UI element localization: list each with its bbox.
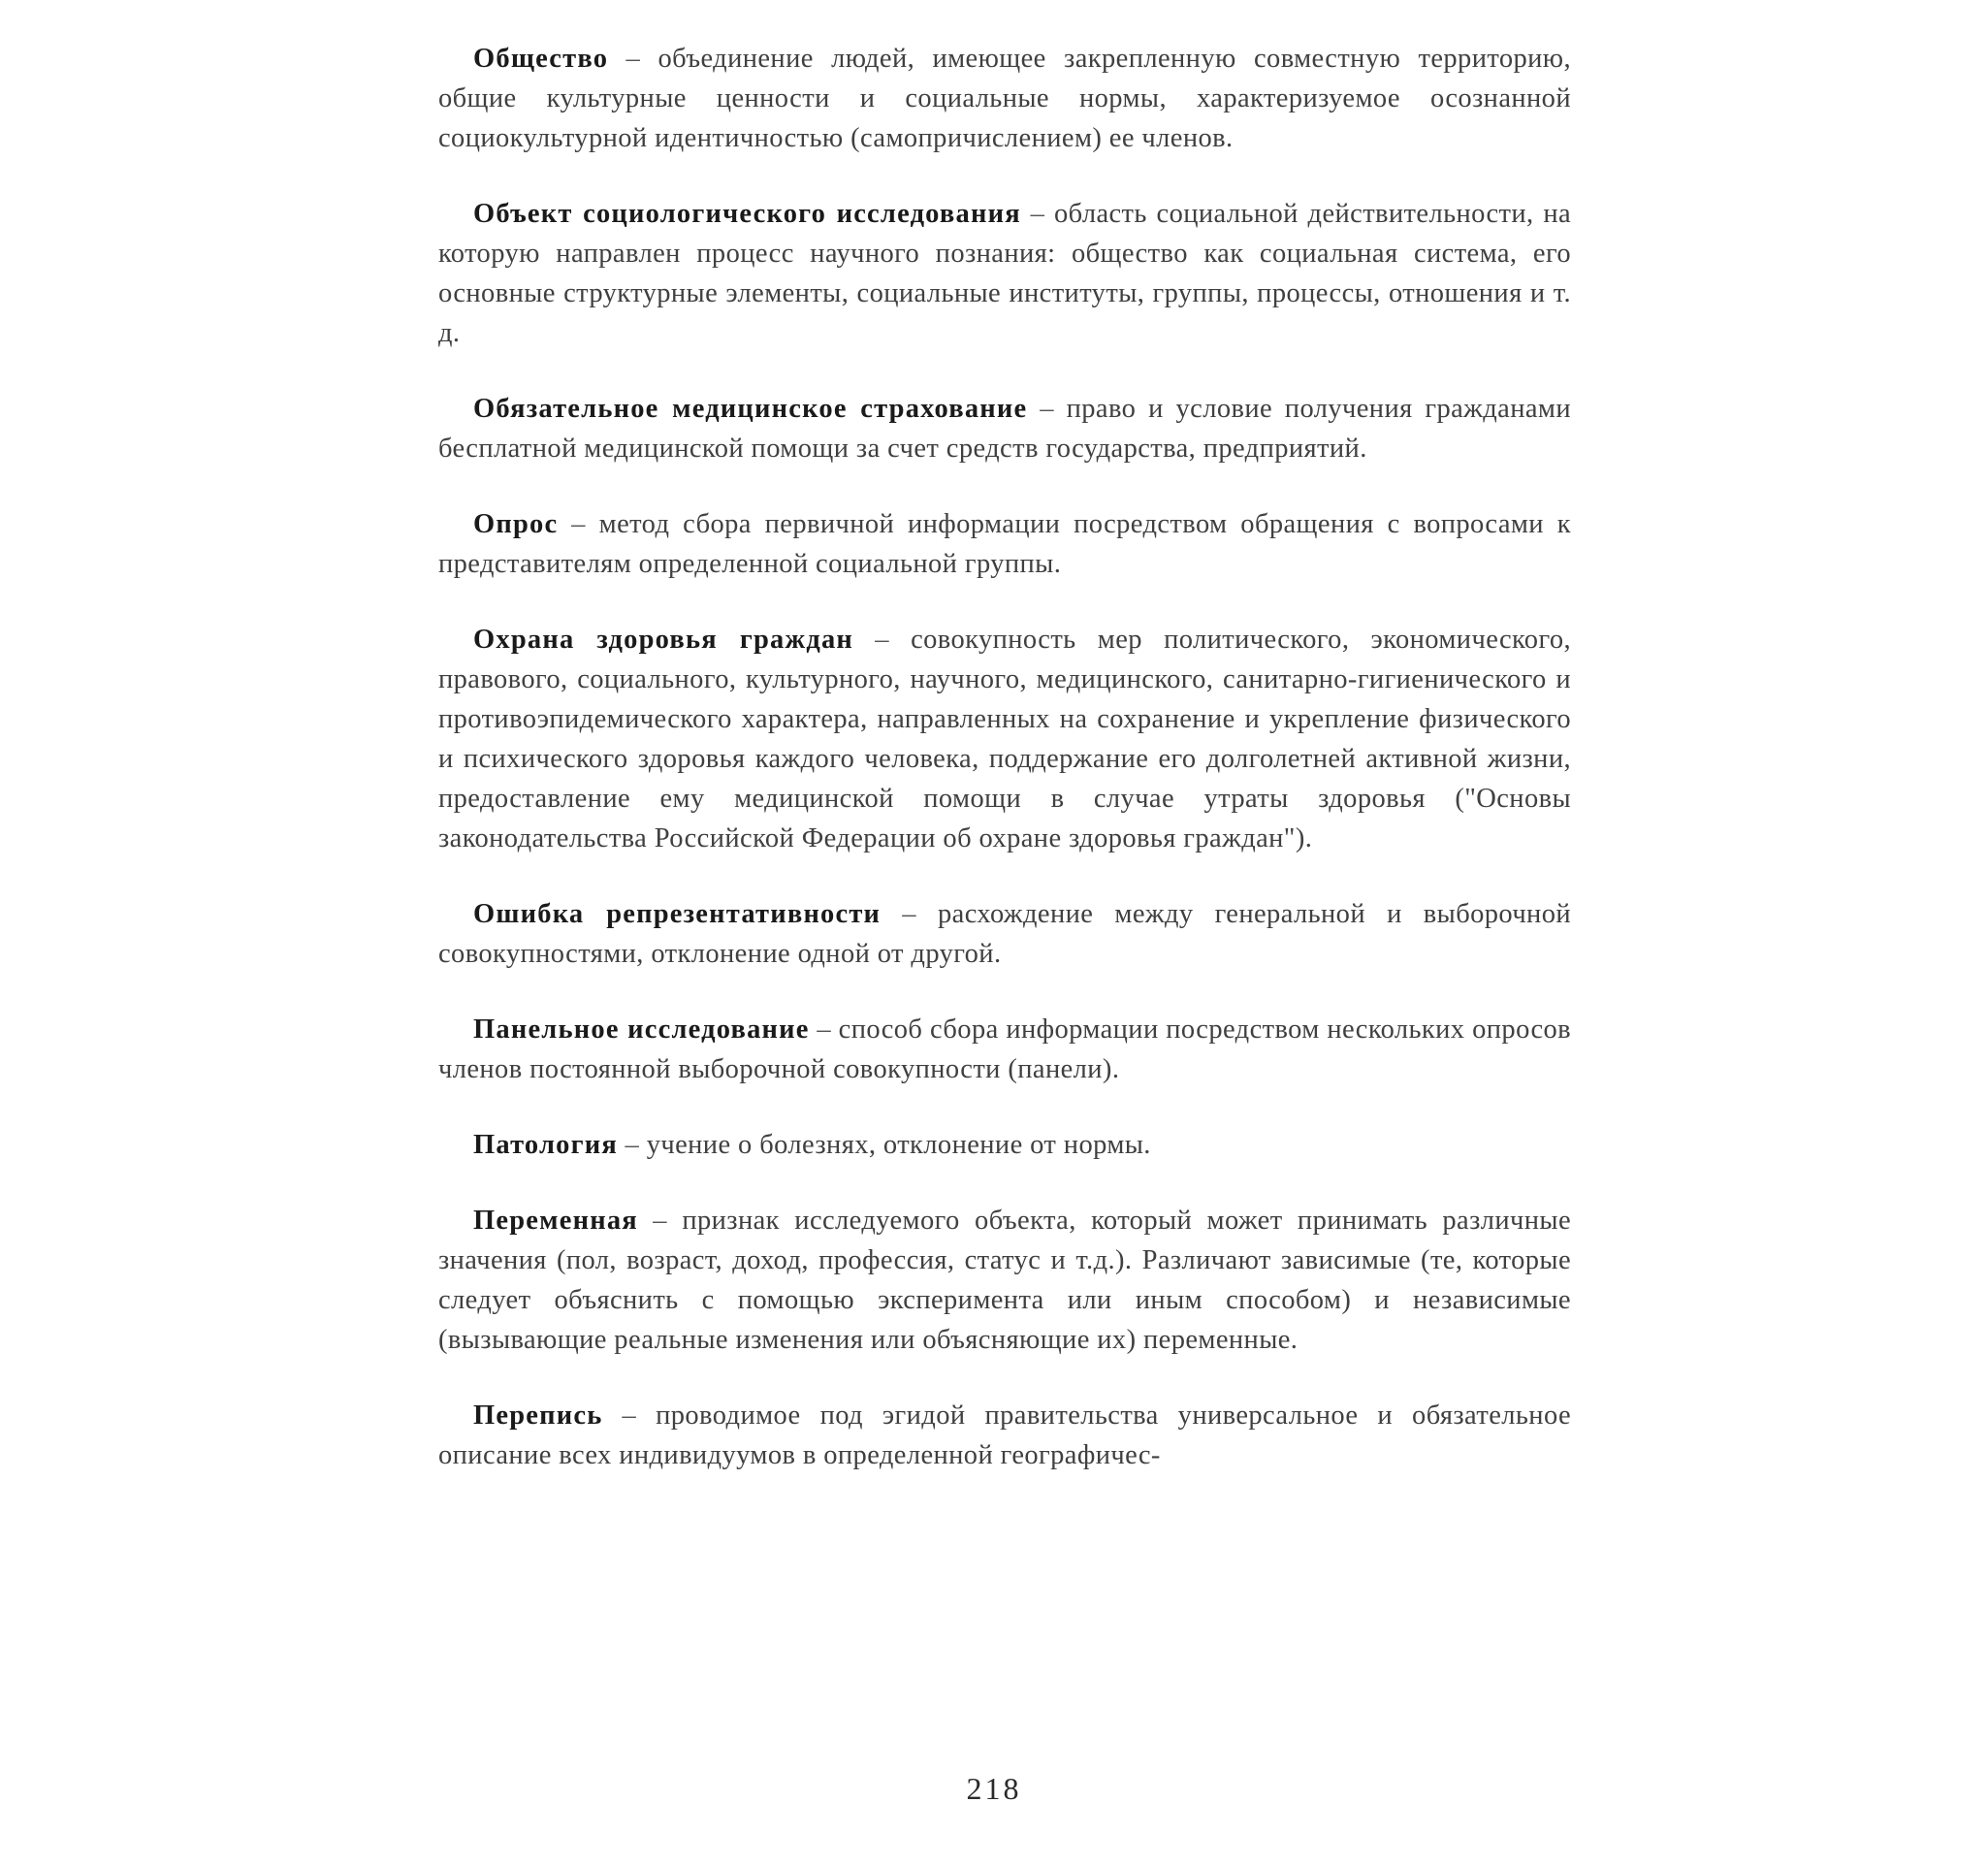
glossary-entry (438, 894, 1571, 974)
entry-definition: право и условие получения гражданами бесплатной медицинской помощи за счет средств государства, предприятий. (438, 394, 1571, 464)
entry-term: Переменная (473, 1206, 638, 1236)
glossary-entry (438, 1125, 1571, 1165)
entry-dash: – (1030, 199, 1045, 229)
page-number: 218 (966, 1771, 1022, 1806)
entry-definition: учение о болезнях, отклонение от нормы. (646, 1130, 1151, 1160)
glossary-entry (438, 39, 1571, 158)
entry-definition: область социальной действительности, на которую направлен процесс научного познания: общество как социальная система, его основные структурные элементы, социальные институты, группы, процессы, отношения и т. д. (438, 199, 1572, 348)
glossary-entry (438, 389, 1571, 468)
entry-term: Опрос (473, 509, 559, 539)
entry-term: Перепись (473, 1400, 603, 1431)
entry-term: Охрана здоровья граждан (473, 625, 854, 655)
entry-definition: объединение людей, имеющее закрепленную совместную территорию, общие культурные ценности и социальные нормы, характеризуемое осознанной социокультурной идентичностью (самопричислением) ее членов. (438, 44, 1571, 153)
entry-definition: метод сбора первичной информации посредством обращения с вопросами к представителям определенной социальной группы. (438, 509, 1572, 579)
entry-definition: признак исследуемого объекта, который может принимать различные значения (пол, возраст, доход, профессия, статус и т.д.). Различают зависимые (те, которые следует объяснить с помощью эксперимента или иным способом) и независимые (вызывающие реальные изменения или объясняющие их) переменные. (438, 1206, 1571, 1355)
entry-term: Общество (473, 44, 609, 74)
entry-dash: – (875, 625, 889, 655)
entry-dash: – (1040, 394, 1054, 424)
entry-term: Объект социологического исследования (473, 199, 1021, 229)
entry-term: Патология (473, 1130, 618, 1160)
glossary-entry (438, 1201, 1571, 1360)
entry-dash: – (653, 1206, 667, 1236)
entry-dash: – (902, 899, 916, 929)
entry-dash: – (625, 44, 641, 74)
glossary-page (438, 39, 1571, 1511)
entry-dash: – (622, 1400, 637, 1431)
glossary-entry (438, 194, 1571, 353)
glossary-entry (438, 1396, 1571, 1475)
entry-dash: – (625, 1130, 640, 1160)
entry-definition: расхождение между генеральной и выборочной совокупностями, отклонение одной от другой. (438, 899, 1572, 969)
entry-dash: – (817, 1014, 831, 1045)
glossary-entry (438, 1010, 1571, 1089)
entry-dash: – (571, 509, 586, 539)
glossary-entry (438, 620, 1571, 858)
entry-definition: проводимое под эгидой правительства универсальное и обязательное описание всех индивидуумов в определенной географичес- (438, 1400, 1571, 1470)
glossary-entry (438, 504, 1571, 584)
entry-definition: способ сбора информации посредством нескольких опросов членов постоянной выборочной совокупности (панели). (438, 1014, 1572, 1084)
entry-term: Обязательное медицинское страхование (473, 394, 1028, 424)
entry-term: Ошибка репрезентативности (473, 899, 882, 929)
entry-definition: совокупность мер политического, экономического, правового, социального, культурного, научного, медицинского, санитарно-гигиенического и противоэпидемического характера, направленных на сохранение и укрепление физического и психического здоровья каждого человека, поддержание его долголетней активной жизни, предоставление ему медицинской помощи в случае утраты здоровья ("Основы законодательства Российской Федерации об охране здоровья граждан"). (438, 625, 1572, 853)
entry-term: Панельное исследование (473, 1014, 810, 1045)
